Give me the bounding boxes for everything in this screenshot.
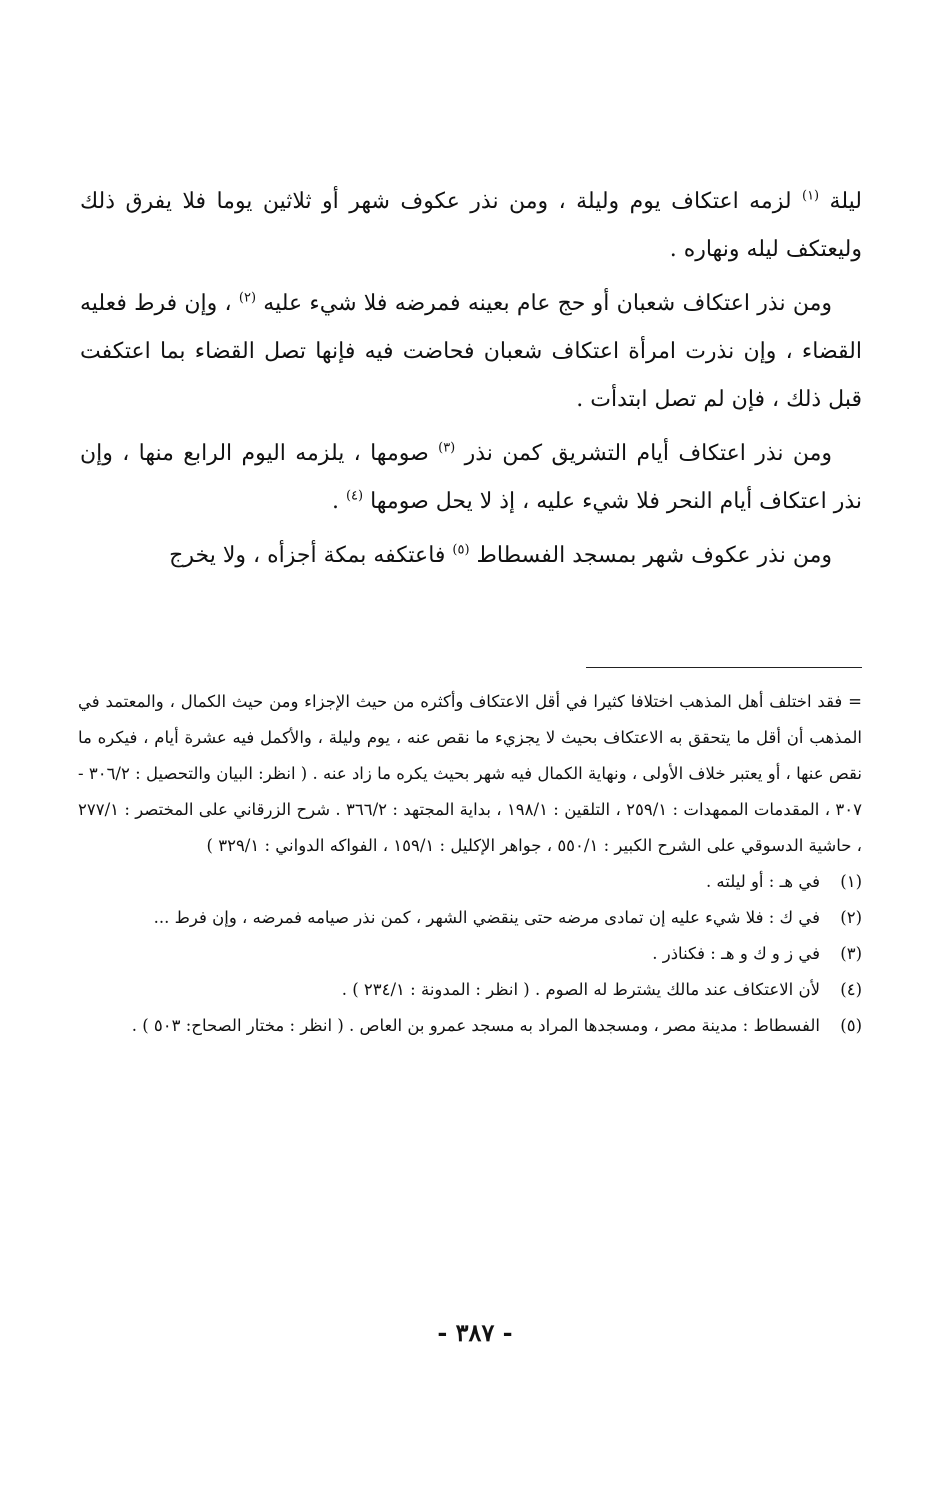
footnote-continuation: = فقد اختلف أهل المذهب اختلافا كثيرا في أقل الاعتكاف وأكثره من حيث الإجزاء ومن حيث الكمال ، والمعتمد في المذهب أن أقل ما يتحقق به الاعتكاف بحيث لا يجزيء ما نقص عنه ، يوم وليلة ، والأكمل فيه عشرة أيام ، فيكره ما نقص عنها ، أو يعتبر خلاف الأولى ، ونهاية الكمال فيه شهر بحيث يكره ما زاد عنه . ( انظر: البيان والتحصيل : ٣٠٦/٢ - ٣٠٧ ، المقدمات الممهدات : ٢٥٩/١ ، التلقين : ١٩٨/١ ، بداية المجتهد : ٣٦٦/٢ . شرح الزرقاني على المختصر : ٢٧٧/١ ، حاشية الدسوقي على الشرح الكبير : ٥٥٠/١ ، جواهر الإكليل : ١٥٩/١ ، الفواكه الدواني : ٣٢٩/١ ) xyxy=(78,692,862,855)
footnote-item xyxy=(78,972,862,1008)
text-run: ، وإن فرط فعليه القضاء ، وإن نذرت امرأة اعتكاف شعبان فحاضت فيه فإنها تصل القضاء بما اعتكفت قبل ذلك ، فإن لم تصل ابتدأت . xyxy=(80,291,862,412)
main-text-body xyxy=(80,178,862,586)
footnote-item xyxy=(78,864,862,900)
footnote-ref[interactable]: (٥) xyxy=(452,542,470,558)
text-run: صومها ، يلزمه اليوم الرابع منها ، وإن نذر اعتكاف أيام النحر فلا شيء عليه ، إذ لا يحل صومها xyxy=(80,441,862,514)
footnote-separator xyxy=(586,667,862,668)
footnote-text: في هـ : أو ليلته . xyxy=(705,872,820,891)
footnote-ref[interactable]: (٤) xyxy=(345,488,364,504)
footnote-number: (٢) xyxy=(840,908,862,927)
footnote-number: (١) xyxy=(840,872,862,891)
footnote-ref[interactable]: (٣) xyxy=(438,440,456,456)
main-paragraph xyxy=(80,178,862,274)
footnote-ref[interactable]: (٢) xyxy=(238,290,257,306)
footnotes-section xyxy=(78,684,862,1044)
text-run: فاعتكفه بمكة أجزأه ، ولا يخرج xyxy=(169,543,453,568)
footnote-text: الفسطاط : مدينة مصر ، ومسجدها المراد به مسجد عمرو بن العاص . ( انظر : مختار الصحاح: ٥٠٣ ) . xyxy=(131,1016,820,1035)
footnote-number: (٥) xyxy=(840,1016,862,1035)
text-run: لزمه اعتكاف يوم وليلة ، ومن نذر عكوف شهر أو ثلاثين يوما فلا يفرق ذلك وليعتكف ليله ونهاره . xyxy=(80,189,862,262)
page-number: - ٣٨٧ - xyxy=(437,1318,513,1347)
main-paragraph xyxy=(80,532,862,580)
text-run: ومن نذر اعتكاف أيام التشريق كمن نذر xyxy=(455,441,832,466)
footnote-item xyxy=(78,1008,862,1044)
footnote-number: (٣) xyxy=(840,944,862,963)
footnote-item xyxy=(78,900,862,936)
footnote-item xyxy=(78,936,862,972)
footnote-text: في ك : فلا شيء عليه إن تمادى مرضه حتى ينقضي الشهر ، كمن نذر صيامه فمرضه ، وإن فرط ... xyxy=(153,908,820,927)
text-run: . xyxy=(331,489,346,514)
footnote-text: في ز و ك و هـ : فكناذر . xyxy=(652,944,820,963)
text-run: ليلة xyxy=(819,189,862,214)
main-paragraph xyxy=(80,280,862,424)
footnote-text: لأن الاعتكاف عند مالك يشترط له الصوم . ( انظر : المدونة : ٢٣٤/١ ) . xyxy=(341,980,820,999)
footnote-ref[interactable]: (١) xyxy=(801,188,820,204)
text-run: ومن نذر عكوف شهر بمسجد الفسطاط xyxy=(469,543,832,568)
main-paragraph xyxy=(80,430,862,526)
text-run: ومن نذر اعتكاف شعبان أو حج عام بعينه فمرضه فلا شيء عليه xyxy=(256,291,832,316)
footnote-number: (٤) xyxy=(840,980,862,999)
